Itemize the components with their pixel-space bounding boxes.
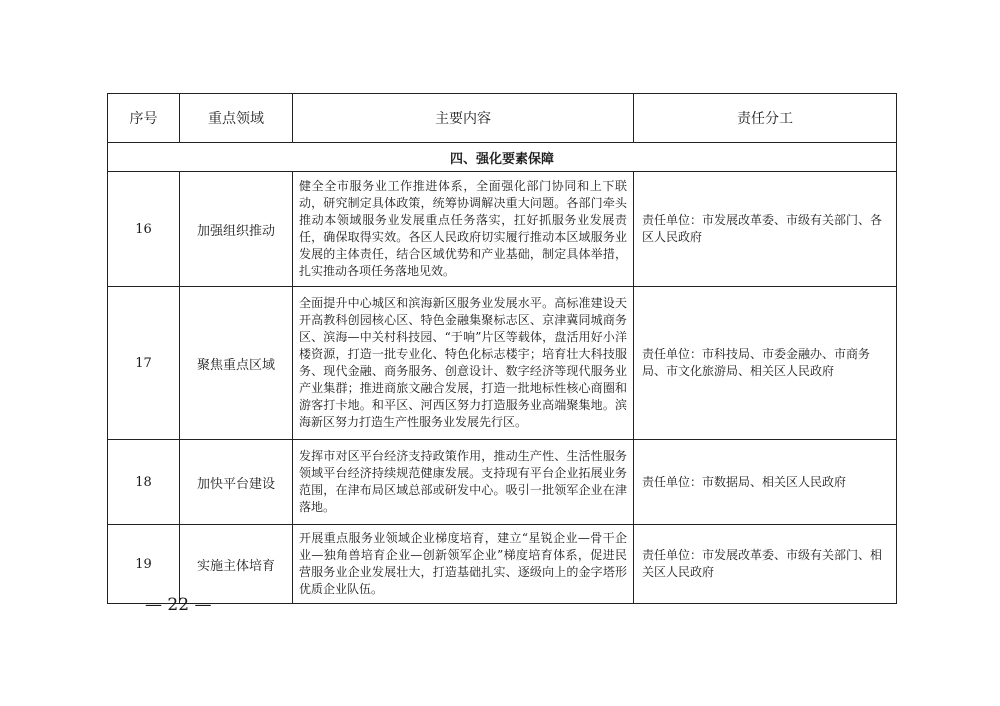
row-area: 加强组织推动 (180, 172, 293, 287)
header-responsibility: 责任分工 (634, 94, 897, 143)
header-no: 序号 (108, 94, 180, 143)
row-responsibility: 责任单位：市科技局、市委金融办、市商务局、市文化旅游局、相关区人民政府 (634, 287, 897, 440)
row-no: 17 (108, 287, 180, 440)
page-number: — 22 — (145, 595, 212, 615)
row-content: 开展重点服务业领域企业梯度培育，建立“星锐企业—骨干企业—独角兽培育企业—创新领军企业”梯度培育体系，促进民营服务业企业发展壮大，打造基础扎实、逐级向上的金字塔形优质企业队伍。 (293, 525, 634, 604)
header-area: 重点领域 (180, 94, 293, 143)
row-content: 发挥市对区平台经济支持政策作用，推动生产性、生活性服务领域平台经济持续规范健康发展。支持现有平台企业拓展业务范围，在津布局区域总部或研发中心。吸引一批领军企业在津落地。 (293, 440, 634, 525)
table-row (108, 525, 897, 604)
table-row (108, 440, 897, 525)
table-row (108, 172, 897, 287)
row-no: 18 (108, 440, 180, 525)
row-no: 19 (108, 525, 180, 604)
row-area: 聚焦重点区域 (180, 287, 293, 440)
row-no: 16 (108, 172, 180, 287)
row-content: 健全全市服务业工作推进体系，全面强化部门协同和上下联动，研究制定具体政策，统筹协调解决重大问题。各部门牵头推动本领域服务业发展重点任务落实，扛好抓服务业发展责任，确保取得实效。各区人民政府切实履行推动本区域服务业发展的主体责任，结合区域优势和产业基础，制定具体举措，扎实推动各项任务落地见效。 (293, 172, 634, 287)
row-responsibility: 责任单位：市发展改革委、市级有关部门、相关区人民政府 (634, 525, 897, 604)
task-table (107, 93, 897, 604)
row-area: 加快平台建设 (180, 440, 293, 525)
row-content: 全面提升中心城区和滨海新区服务业发展水平。高标准建设天开高教科创园核心区、特色金融集聚标志区、京津冀同城商务区、滨海—中关村科技园、“于响”片区等载体，盘活用好小洋楼资源，打造一批专业化、特色化标志楼宇；培育壮大科技服务、现代金融、商务服务、创意设计、数字经济等现代服务业产业集群；推进商旅文融合发展，打造一批地标性核心商圈和游客打卡地。和平区、河西区努力打造服务业高端聚集地。滨海新区努力打造生产性服务业发展先行区。 (293, 287, 634, 440)
section-row (108, 143, 897, 172)
table-row (108, 287, 897, 440)
row-responsibility: 责任单位：市数据局、相关区人民政府 (634, 440, 897, 525)
header-content: 主要内容 (293, 94, 634, 143)
row-responsibility: 责任单位：市发展改革委、市级有关部门、各区人民政府 (634, 172, 897, 287)
section-title: 四、强化要素保障 (108, 143, 897, 172)
table-header-row (108, 94, 897, 143)
row-area: 实施主体培育 (180, 525, 293, 604)
